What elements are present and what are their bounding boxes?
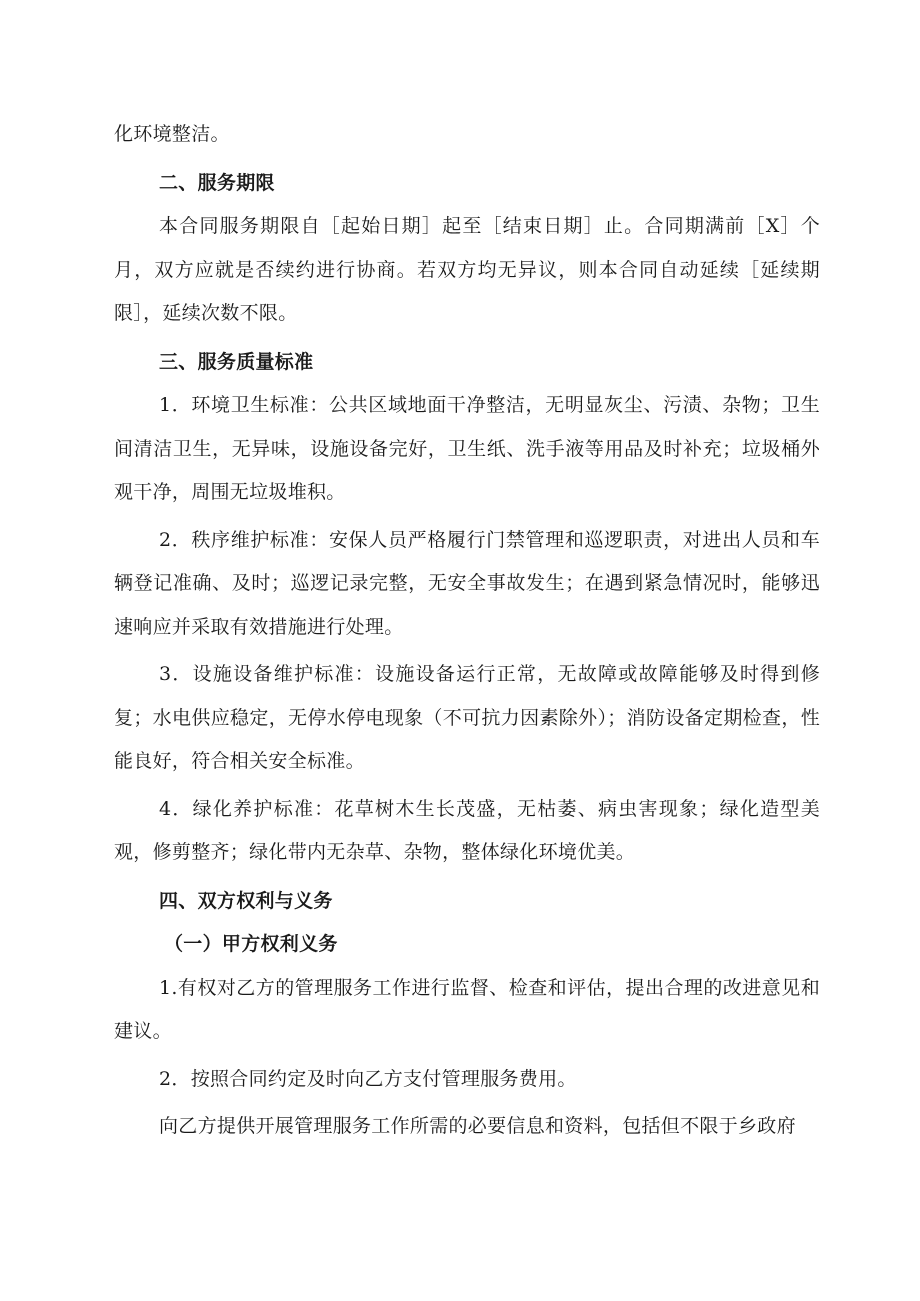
- subheading-party-a: （一）甲方权利义务: [164, 933, 338, 955]
- paragraph-term: 本合同服务期限自［起始日期］起至［结束日期］止。合同期满前［X］个月，双方应就是否续约进行协商。若双方均无异议，则本合同自动延续［延续期限］，延续次数不限。: [114, 215, 820, 324]
- paragraph-quality-2: 2．秩序维护标准：安保人员严格履行门禁管理和巡逻职责，对进出人员和车辆登记准确、及时；巡逻记录完整，无安全事故发生；在遇到紧急情况时，能够迅速响应并采取有效措施进行处理。: [114, 528, 820, 638]
- paragraph-quality-4: 4．绿化养护标准：花草树木生长茂盛，无枯萎、病虫害现象；绿化造型美观，修剪整齐；绿化带内无杂草、杂物，整体绿化环境优美。: [114, 797, 820, 863]
- paragraph-rights-1: 1.有权对乙方的管理服务工作进行监督、检查和评估，提出合理的改进意见和建议。: [114, 976, 820, 1042]
- paragraph-quality-1: 1．环境卫生标准：公共区域地面干净整洁，无明显灰尘、污渍、杂物；卫生间清洁卫生，无异味，设施设备完好，卫生纸、洗手液等用品及时补充；垃圾桶外观干净，周围无垃圾堆积。: [114, 394, 820, 503]
- paragraph-rights-2: 2．按照合同约定及时向乙方支付管理服务费用。: [159, 1067, 577, 1090]
- document-page: [114, 113, 820, 1149]
- section-heading-term: 二、服务期限: [159, 171, 275, 194]
- paragraph-quality-3: 3．设施设备维护标准：设施设备运行正常，无故障或故障能够及时得到修复；水电供应稳定，无停水停电现象（不可抗力因素除外）；消防设备定期检查，性能良好，符合相关安全标准。: [114, 663, 820, 772]
- section-heading-quality: 三、服务质量标准: [159, 350, 314, 373]
- section-heading-rights: 四、双方权利与义务: [159, 889, 333, 912]
- continuation-text: 化环境整洁。: [114, 123, 230, 145]
- paragraph-rights-3: 向乙方提供开展管理服务工作所需的必要信息和资料，包括但不限于乡政府: [159, 1115, 796, 1137]
